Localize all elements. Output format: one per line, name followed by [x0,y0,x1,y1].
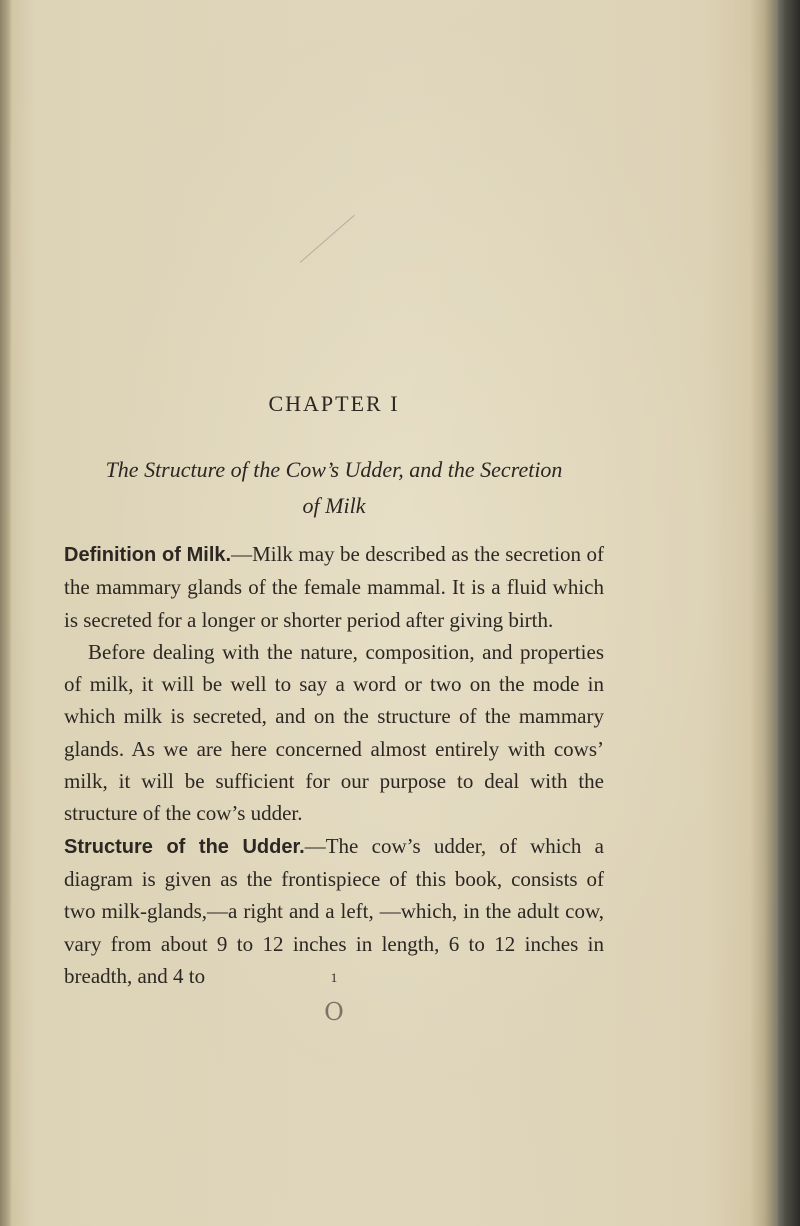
paragraph-text: —Milk may be described as the secretion of the mammary glands of the female mammal. It is a fluid which is secreted for a longer or shorter period after giving birth. [64,542,605,632]
chapter-title [64,452,604,524]
paragraph-before-dealing [64,636,604,830]
run-in-heading: Definition of Milk. [64,544,232,566]
chapter-heading: CHAPTER I [268,391,400,416]
page-left-edge-shadow [0,0,12,1226]
paragraph-structure-of-udder [64,830,604,992]
paragraph-text: Before dealing with the nature, composition, and properties of milk, it will be well to say a word or two on the mode in which milk is secreted, and on the structure of the mammary glands. As we are here concerned almost entirely with cows’ milk, it will be sufficient for our purpose to deal with the structure of the cow’s udder. [64,639,604,826]
pencil-annotation: O [324,998,344,1026]
run-in-heading: Structure of the Udder. [64,835,305,858]
paragraph-text: —The cow’s udder, of which a diagram is given as the frontispiece of this book, consists of two milk-glands,—a right and a left, —which, in the adult cow, vary from about 9 to 12 inches in length, 6 to 12 inches in breadth, and 4 to [64,833,604,988]
paragraph-definition-of-milk [64,538,604,636]
chapter-title-line-2: of Milk [302,493,366,518]
chapter-title-line-1: The Structure of the Cow’s Udder, and the Secretion [105,457,563,482]
paper-scratch-mark [300,215,355,263]
book-binding-edge [778,0,800,1226]
chapter-body [64,538,604,992]
binding-shadow [750,0,778,1226]
page-number: 1 [330,970,338,985]
